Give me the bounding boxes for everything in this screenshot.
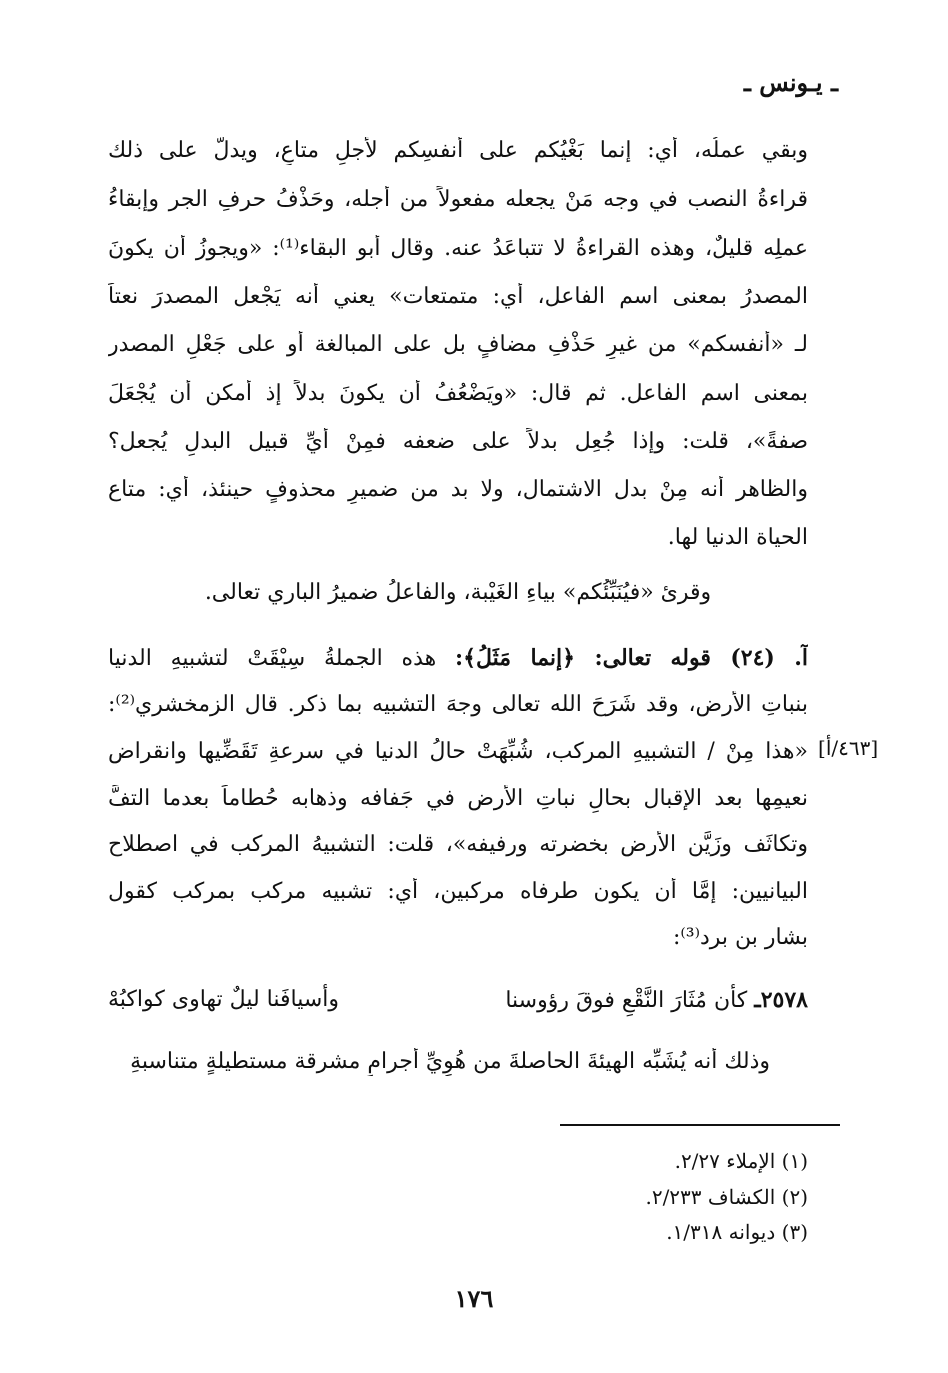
footnote-1: (١) الإملاء ٢/٢٧.	[674, 1149, 808, 1173]
body-line-5: لـ «أنفسكم» من غيرِ حَذْفِ مضافٍ بل على المبالغة أو على جَعْلِ المصدر	[108, 332, 808, 357]
section-line-2: بنباتِ الأرض، وقد شَرَحَ الله تعالى وجهَ التشبيه بما ذكر. قال الزمخشري⁽²⁾:	[108, 692, 808, 717]
section-label: آ. (٢٤) قوله تعالى: ﴿إنما مَثَلُ﴾:	[454, 645, 808, 671]
body-line-1: وبقي عملُه، أي: إنما بَغْيُكم على أنفسِكم لأجلِ متاعٍ، ويدلُّ على ذلك	[108, 138, 808, 163]
body-line-4: المصدرُ بمعنى اسم الفاعل، أي: متمتعات» يعني أنه يَجْعل المصدرَ نعتاً	[108, 284, 808, 309]
qiraa-line: وقرئ «فيُنَبِّئُكم» بياءِ الغَيْبة، والفاعلُ ضميرُ الباري تعالى.	[204, 580, 712, 605]
verse-number: ٢٥٧٨ـ	[754, 987, 808, 1013]
footnote-separator	[560, 1124, 840, 1126]
body-line-8: والظاهر أنه مِنْ بدل الاشتمال، ولا بد من ضميرٍ محذوفٍ حينئذ، أي: متاع	[108, 477, 808, 502]
section-line-4: نعيمِها بعد الإقبال بحالِ نباتِ الأرض في جَفافه وذهابه حُطاماً بعدما التفَّ	[108, 786, 808, 811]
body-line-6: بمعنى اسم الفاعل. ثم قال: «ويَضْعُفُ أن يكونَ بدلاً إذ أمكن أن يُجْعَلَ	[108, 381, 808, 406]
page-number: ١٧٦	[454, 1284, 494, 1313]
section-first-line	[108, 644, 808, 673]
section-line-7: بشار بن برد⁽³⁾:	[672, 925, 808, 950]
body-line-2: قراءةُ النصب في وجه مَنْ يجعله مفعولاً من أجله، وحَذْفُ حرفِ الجر وإبقاءُ	[108, 187, 808, 212]
verse-first-hemistich: كأن مُثَارَ النَّقْعِ فوقَ رؤوسنا	[505, 988, 748, 1013]
section-line-3: «هذا مِنْ / التشبيهِ المركب، شُبِّهَتْ حالُ الدنيا في سرعةِ تَقَضِّيها وانقراضِ	[108, 739, 808, 764]
after-verse-line: وذلك أنه يُشَبِّه الهيئةَ الحاصلةَ من هُوِيِّ أجرامٍ مشرقة مستطيلةٍ متناسبةِ	[130, 1049, 770, 1074]
running-header: ـ يـونس ـ	[743, 68, 838, 97]
margin-folio-reference: [٤٦٣/أ]	[818, 736, 879, 760]
footnote-3: (٣) ديوانه ١/٣١٨.	[666, 1220, 808, 1244]
section-line-6: البيانيين: إمَّا أن يكون طرفاه مركبين، أي: تشبيه مركب بمركب كقول	[108, 879, 808, 904]
section-first-line-text: هذه الجملةُ سِيْقَتْ لتشبيهِ الدنيا	[108, 646, 437, 671]
verse-first-hemistich-block	[505, 986, 808, 1015]
verse-second-hemistich: وأسيافَنا ليلٌ تهاوى كواكبُهْ	[108, 987, 340, 1012]
body-line-3: عملِه قليلٌ، وهذه القراءةُ لا تتباعَدُ عنه. وقال أبو البقاء⁽¹⁾: «ويجوزُ أن يكونَ	[108, 236, 808, 261]
body-line-9: الحياة الدنيا لها.	[667, 525, 808, 550]
section-line-5: وتكاثَف وزَيَّن الأرض بخضرته ورفيفه»، قلت: التشبيهُ المركب في اصطلاح	[108, 832, 808, 857]
body-line-7: صفةً»، قلت: وإذا جُعِل بدلاً على ضعفه فمِنْ أيِّ قبيل البدلِ يُجعل؟	[108, 429, 808, 454]
footnote-2: (٢) الكشاف ٢/٢٣٣.	[645, 1185, 808, 1209]
